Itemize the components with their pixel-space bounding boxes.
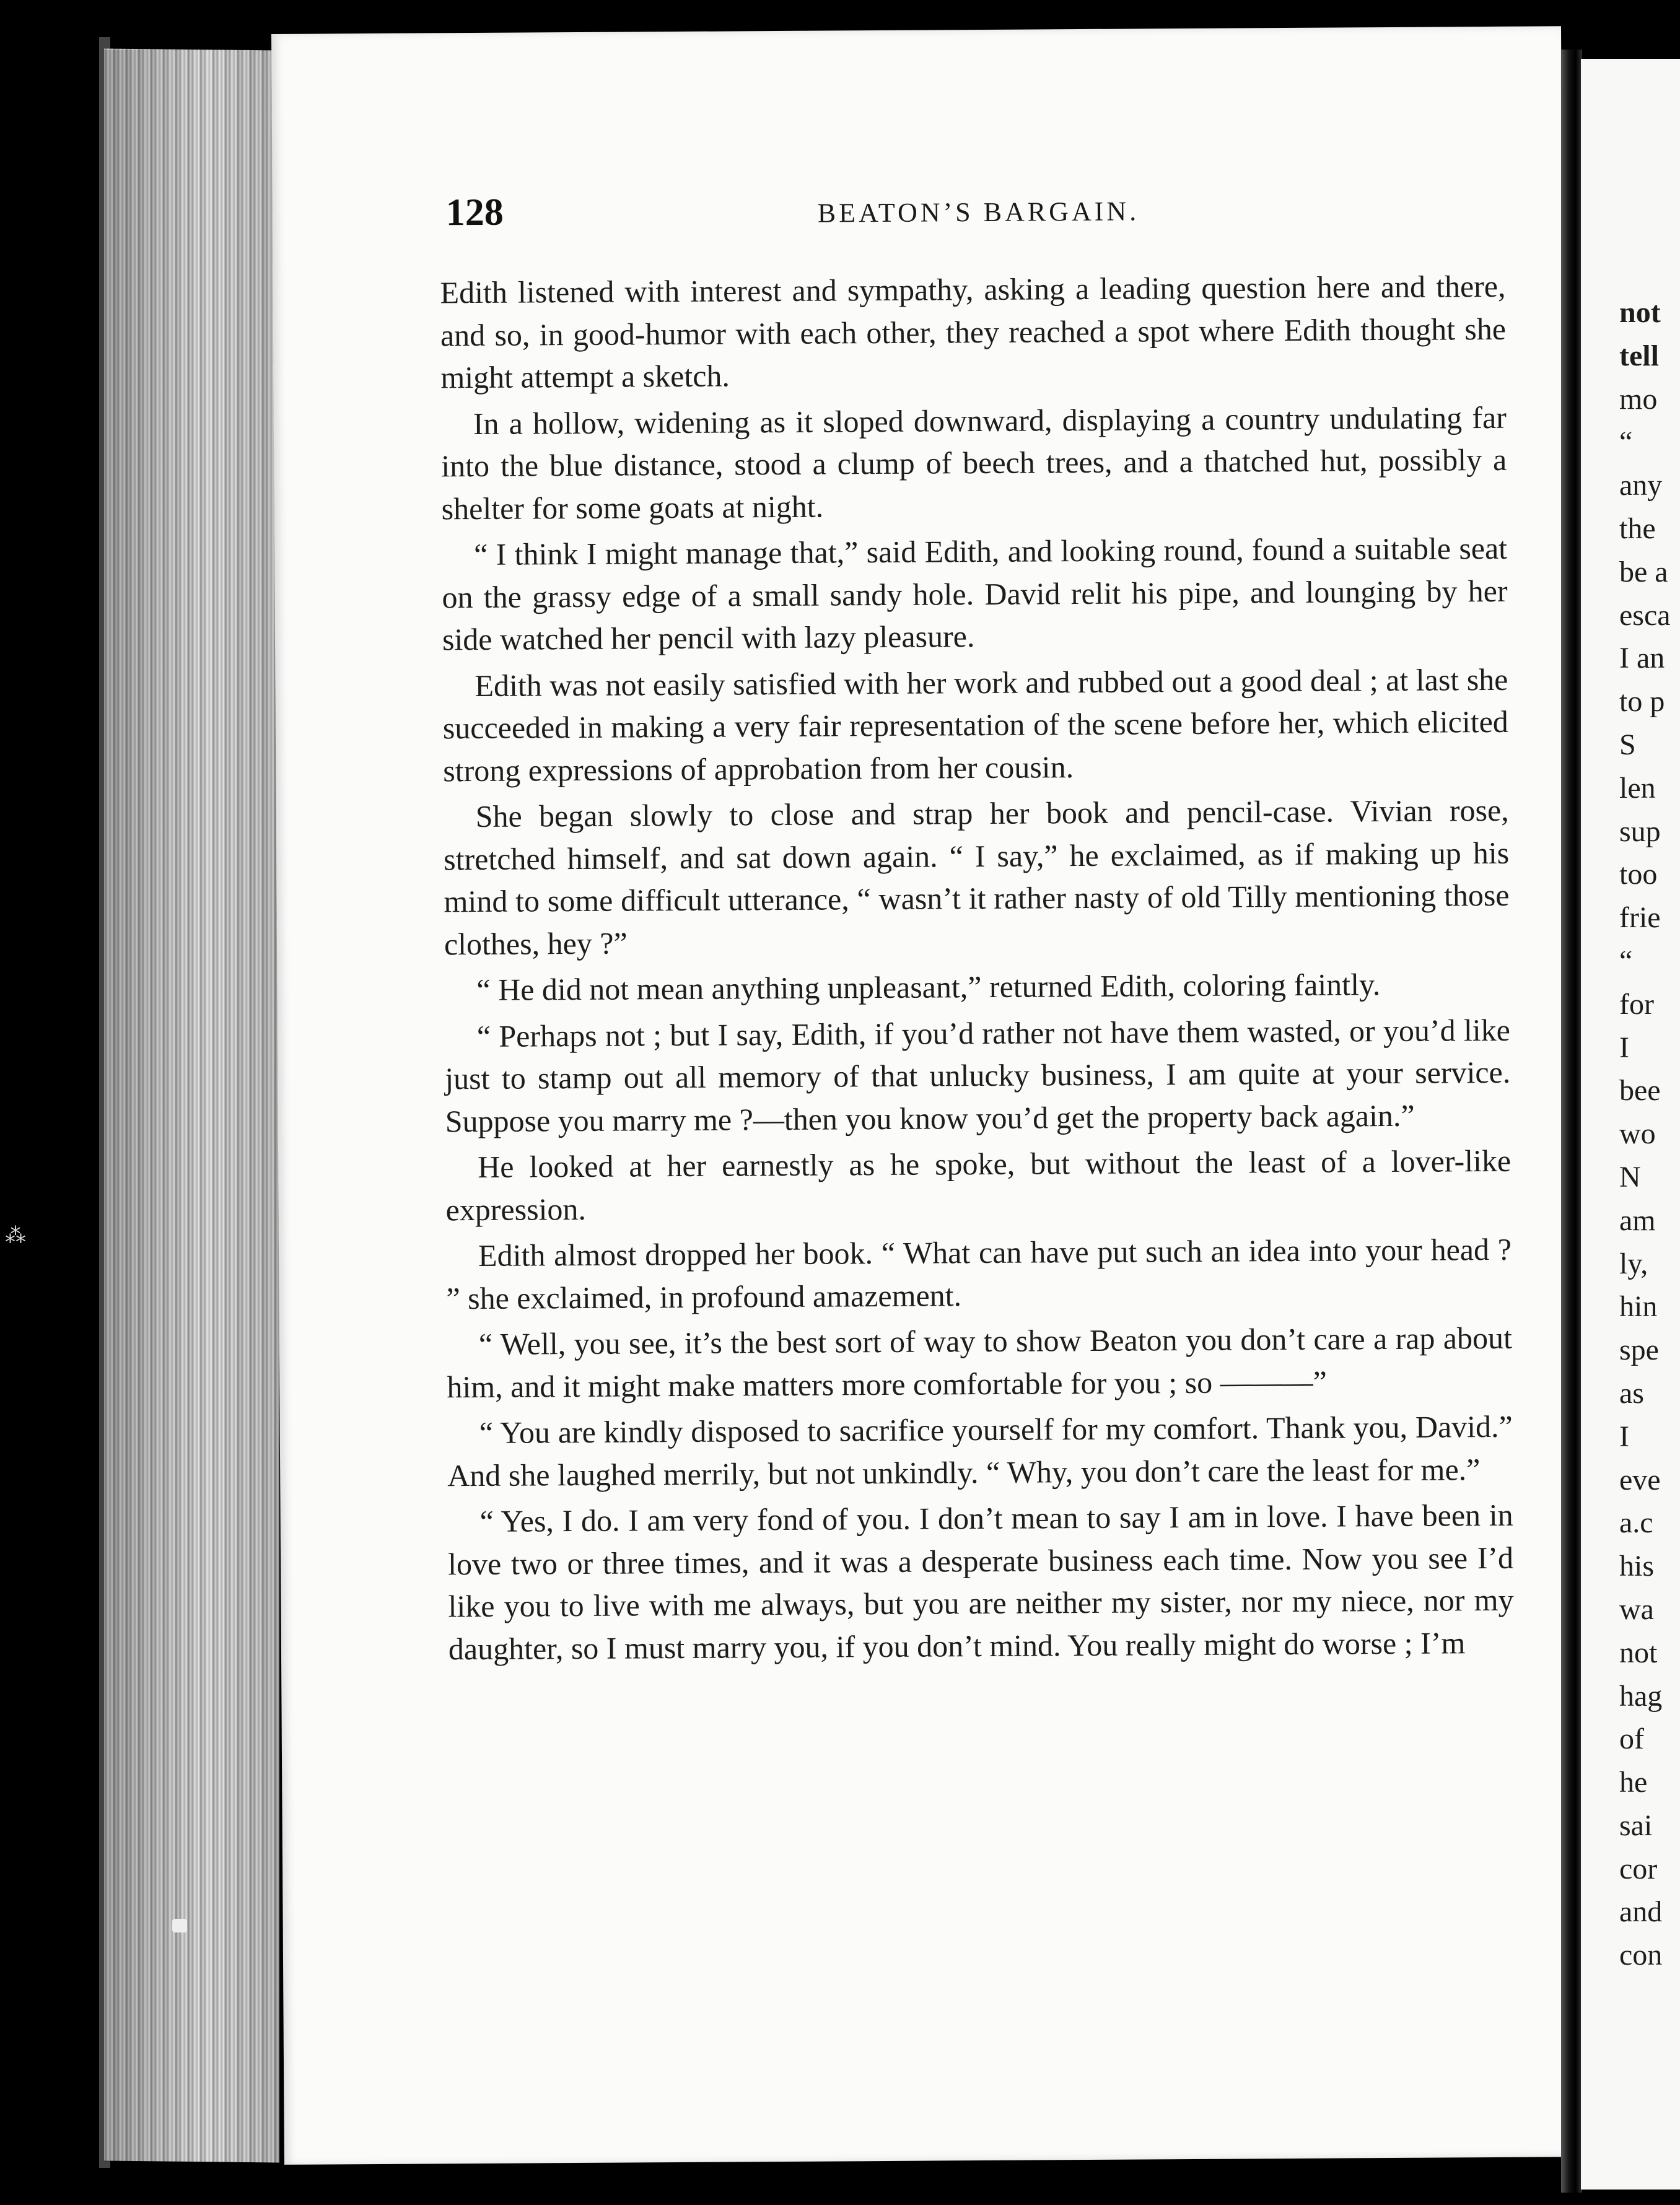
facing-line: be a — [1619, 555, 1668, 588]
facing-line: the — [1619, 512, 1656, 545]
facing-line: spe — [1619, 1334, 1659, 1367]
facing-line: not — [1619, 1636, 1658, 1669]
paragraph: Edith listened with interest and sympathy, asking a leading question here and there, and so, in good-humor with each other, they reached a spot where Edith thought she might attempt a sketch. — [440, 268, 1507, 395]
paragraph: “ Well, you see, it’s the best sort of way to show Beaton you don’t care a rap about him, and it might make matters more comfortable for you ; so ———” — [447, 1320, 1513, 1404]
facing-line: mo — [1619, 382, 1658, 416]
facing-line: S — [1619, 728, 1636, 761]
paragraph: Edith almost dropped her book. “ What can have put such an idea into your head ? ” she exclaimed, in profound amazement. — [446, 1231, 1512, 1316]
facing-line: con — [1619, 1939, 1663, 1972]
facing-line: am — [1619, 1203, 1656, 1237]
book-gutter — [1561, 50, 1582, 2193]
facing-line: I — [1619, 1031, 1629, 1064]
paragraph: She began slowly to close and strap her book and pencil-case. Vivian rose, stretched himself, and sat down again. “ I say,” he exclaimed, as if making up his mind to some difficult utterance, “ wasn’t it rather nasty of old Tilly mentioning those clothes, hey ?” — [443, 792, 1510, 961]
paragraph: “ I think I might manage that,” said Edith, and looking round, found a suitable seat on the grassy edge of a small sandy hole. David relit his pipe, and lounging by her side watched her pencil with lazy pleasure. — [442, 530, 1508, 657]
paragraph: “ You are kindly disposed to sacrifice yourself for my comfort. Thank you, David.” And she laughed merrily, but not unkindly. “ Why, you don’t care the least for me.” — [447, 1408, 1513, 1493]
facing-line: eve — [1619, 1463, 1661, 1496]
body-text — [440, 265, 1514, 1674]
facing-line: for — [1619, 987, 1654, 1021]
facing-line: frie — [1619, 901, 1661, 935]
facing-line: not — [1619, 296, 1661, 329]
facing-line: ly, — [1619, 1247, 1648, 1280]
paragraph: “ He did not mean anything unpleasant,” returned Edith, coloring faintly. — [476, 967, 1381, 1008]
facing-line: “ — [1619, 426, 1633, 459]
facing-line: bee — [1619, 1074, 1661, 1107]
facing-line: to p — [1619, 685, 1665, 718]
facing-page-text — [1619, 291, 1680, 1977]
left-page — [271, 26, 1574, 2165]
facing-line: cor — [1619, 1852, 1658, 1885]
facing-line: hag — [1619, 1679, 1663, 1713]
facing-line: N — [1619, 1160, 1641, 1194]
paragraph: “ Yes, I do. I am very fond of you. I don’t mean to say I am in love. I have been in love two or three times, and it was a desperate business each time. Now you see I’d like you to live with me always, but you are neither my sister, nor my niece, nor my daughter, so I must marry you, if you don’t mind. You really might do worse ; I’m — [447, 1497, 1514, 1666]
facing-line: I — [1619, 1420, 1629, 1453]
page-edges-shadow — [104, 50, 279, 2162]
facing-line: tell — [1619, 339, 1659, 372]
facing-line: his — [1619, 1550, 1655, 1583]
dust-mark: ⁂ — [5, 1223, 26, 1248]
facing-line: esca — [1619, 598, 1671, 632]
facing-line: he — [1619, 1766, 1648, 1799]
facing-line: sup — [1619, 814, 1661, 848]
paragraph: He looked at her earnestly as he spoke, but without the least of a lover-like expression. — [445, 1143, 1512, 1227]
paragraph: In a hollow, widening as it sloped downward, displaying a country undulating far into the blue distance, stood a clump of beech trees, and a thatched hut, possibly a shelter for some goats at night. — [441, 400, 1507, 526]
facing-line: wa — [1619, 1592, 1654, 1626]
facing-line: any — [1619, 469, 1663, 502]
facing-line: as — [1619, 1376, 1644, 1410]
page-header — [446, 185, 1487, 240]
page-number: 128 — [445, 191, 504, 234]
facing-line: too — [1619, 858, 1658, 891]
paragraph: “ Perhaps not ; but I say, Edith, if you’d rather not have them wasted, or you’d like just to stamp out all memory of that unlucky business, I am quite at your service. Suppose you marry me ?—then you know you’d get the property back again.” — [445, 1012, 1511, 1138]
paragraph: Edith was not easily satisfied with her work and rubbed out a good deal ; at last she succeeded in making a very fair representation of the scene before her, which elicited strong expressions of approbation from her cousin. — [442, 662, 1508, 788]
facing-line: and — [1619, 1895, 1663, 1929]
facing-line: sai — [1619, 1809, 1653, 1842]
facing-line: hin — [1619, 1290, 1658, 1324]
running-head: BEATON’S BARGAIN. — [817, 196, 1140, 229]
facing-line: a.c — [1619, 1506, 1653, 1540]
paper-blemish — [172, 1919, 187, 1932]
facing-line: of — [1619, 1723, 1644, 1756]
facing-line: I an — [1619, 642, 1665, 675]
facing-line: len — [1619, 771, 1656, 805]
facing-line: “ — [1619, 944, 1633, 977]
facing-line: wo — [1619, 1117, 1656, 1151]
